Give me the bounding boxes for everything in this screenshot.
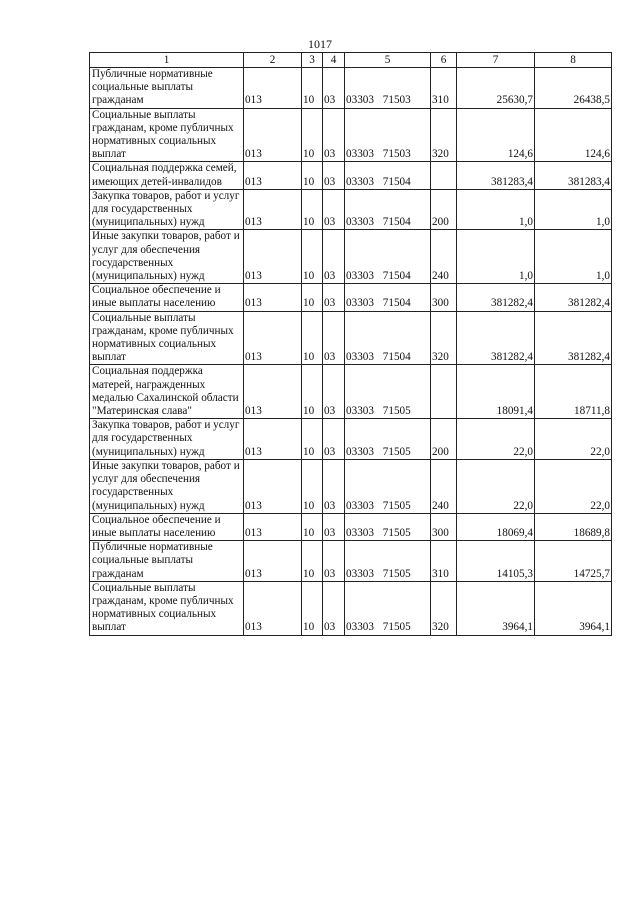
row-target-article-cell: 03303 71504 [345, 284, 431, 311]
table-header-row [90, 53, 612, 68]
row-amount-year1-cell: 124,6 [457, 108, 535, 162]
row-expense-type-cell: 200 [431, 189, 457, 230]
row-subsection-cell: 03 [323, 459, 345, 513]
row-target-article-cell: 03303 71504 [345, 230, 431, 284]
row-section-cell: 10 [302, 189, 323, 230]
row-amount-year2-cell: 381283,4 [535, 162, 612, 189]
row-name-cell: Публичные нормативные социальные выплаты гражданам [90, 68, 244, 109]
row-amount-year1-cell: 381283,4 [457, 162, 535, 189]
row-target-article-cell: 03303 71505 [345, 459, 431, 513]
row-amount-year2-cell: 18711,8 [535, 365, 612, 419]
header-cell: 3 [302, 53, 323, 68]
row-expense-type-cell: 240 [431, 459, 457, 513]
row-amount-year2-cell: 381282,4 [535, 284, 612, 311]
row-subsection-cell: 03 [323, 581, 345, 635]
row-target-article-cell: 03303 71503 [345, 68, 431, 109]
row-section-cell: 10 [302, 419, 323, 460]
row-section-cell: 10 [302, 581, 323, 635]
row-section-cell: 10 [302, 162, 323, 189]
row-amount-year2-cell: 18689,8 [535, 513, 612, 540]
row-grbs-cell: 013 [244, 541, 302, 582]
row-name-cell: Закупка товаров, работ и услуг для государственных (муниципальных) нужд [90, 419, 244, 460]
header-cell: 2 [244, 53, 302, 68]
table-row [90, 419, 612, 460]
row-name-cell: Иные закупки товаров, работ и услуг для обеспечения государственных (муниципальных) нужд [90, 230, 244, 284]
row-grbs-cell: 013 [244, 230, 302, 284]
row-amount-year1-cell: 18069,4 [457, 513, 535, 540]
table-row [90, 108, 612, 162]
row-amount-year2-cell: 124,6 [535, 108, 612, 162]
row-target-article-cell: 03303 71503 [345, 108, 431, 162]
row-grbs-cell: 013 [244, 108, 302, 162]
row-subsection-cell: 03 [323, 189, 345, 230]
row-name-cell: Иные закупки товаров, работ и услуг для обеспечения государственных (муниципальных) нужд [90, 459, 244, 513]
row-name-cell: Социальные выплаты гражданам, кроме публичных нормативных социальных выплат [90, 311, 244, 365]
row-amount-year1-cell: 18091,4 [457, 365, 535, 419]
row-section-cell: 10 [302, 311, 323, 365]
table-row [90, 189, 612, 230]
row-expense-type-cell: 310 [431, 68, 457, 109]
row-target-article-cell: 03303 71505 [345, 419, 431, 460]
row-amount-year2-cell: 1,0 [535, 230, 612, 284]
row-amount-year2-cell: 14725,7 [535, 541, 612, 582]
row-target-article-cell: 03303 71504 [345, 162, 431, 189]
row-amount-year1-cell: 22,0 [457, 459, 535, 513]
row-target-article-cell: 03303 71505 [345, 513, 431, 540]
row-target-article-cell: 03303 71504 [345, 311, 431, 365]
row-expense-type-cell: 320 [431, 581, 457, 635]
row-section-cell: 10 [302, 108, 323, 162]
row-amount-year2-cell: 381282,4 [535, 311, 612, 365]
header-cell: 1 [90, 53, 244, 68]
row-section-cell: 10 [302, 365, 323, 419]
row-subsection-cell: 03 [323, 541, 345, 582]
row-name-cell: Закупка товаров, работ и услуг для государственных (муниципальных) нужд [90, 189, 244, 230]
table-row [90, 581, 612, 635]
row-name-cell: Социальные выплаты гражданам, кроме публичных нормативных социальных выплат [90, 581, 244, 635]
table-row [90, 230, 612, 284]
row-amount-year1-cell: 1,0 [457, 189, 535, 230]
table-row [90, 513, 612, 540]
budget-table [89, 52, 612, 636]
row-name-cell: Социальная поддержка семей, имеющих детей-инвалидов [90, 162, 244, 189]
row-amount-year1-cell: 381282,4 [457, 311, 535, 365]
row-amount-year2-cell: 26438,5 [535, 68, 612, 109]
row-grbs-cell: 013 [244, 581, 302, 635]
row-section-cell: 10 [302, 541, 323, 582]
row-expense-type-cell: 300 [431, 284, 457, 311]
table-row [90, 284, 612, 311]
row-grbs-cell: 013 [244, 189, 302, 230]
table-row [90, 162, 612, 189]
row-name-cell: Социальное обеспечение и иные выплаты населению [90, 284, 244, 311]
row-grbs-cell: 013 [244, 513, 302, 540]
row-name-cell: Социальная поддержка матерей, награжденных медалью Сахалинской области "Материнская слава" [90, 365, 244, 419]
row-name-cell: Социальное обеспечение и иные выплаты населению [90, 513, 244, 540]
row-target-article-cell: 03303 71505 [345, 581, 431, 635]
row-section-cell: 10 [302, 68, 323, 109]
row-subsection-cell: 03 [323, 230, 345, 284]
table-row [90, 365, 612, 419]
row-section-cell: 10 [302, 284, 323, 311]
row-subsection-cell: 03 [323, 513, 345, 540]
row-grbs-cell: 013 [244, 459, 302, 513]
row-expense-type-cell [431, 162, 457, 189]
row-subsection-cell: 03 [323, 365, 345, 419]
row-amount-year2-cell: 22,0 [535, 419, 612, 460]
row-grbs-cell: 013 [244, 68, 302, 109]
row-name-cell: Публичные нормативные социальные выплаты гражданам [90, 541, 244, 582]
row-section-cell: 10 [302, 230, 323, 284]
row-amount-year1-cell: 3964,1 [457, 581, 535, 635]
row-amount-year1-cell: 381282,4 [457, 284, 535, 311]
row-expense-type-cell: 200 [431, 419, 457, 460]
row-target-article-cell: 03303 71505 [345, 365, 431, 419]
row-expense-type-cell: 320 [431, 311, 457, 365]
row-grbs-cell: 013 [244, 284, 302, 311]
row-grbs-cell: 013 [244, 162, 302, 189]
row-expense-type-cell [431, 365, 457, 419]
row-name-cell: Социальные выплаты гражданам, кроме публичных нормативных социальных выплат [90, 108, 244, 162]
row-subsection-cell: 03 [323, 419, 345, 460]
row-section-cell: 10 [302, 459, 323, 513]
row-amount-year1-cell: 1,0 [457, 230, 535, 284]
row-target-article-cell: 03303 71505 [345, 541, 431, 582]
header-cell: 7 [457, 53, 535, 68]
table-row [90, 459, 612, 513]
row-subsection-cell: 03 [323, 162, 345, 189]
table-row [90, 68, 612, 109]
row-amount-year1-cell: 25630,7 [457, 68, 535, 109]
row-target-article-cell: 03303 71504 [345, 189, 431, 230]
header-cell: 4 [323, 53, 345, 68]
row-subsection-cell: 03 [323, 284, 345, 311]
row-grbs-cell: 013 [244, 419, 302, 460]
row-expense-type-cell: 320 [431, 108, 457, 162]
page-number: 1017 [308, 37, 332, 51]
row-grbs-cell: 013 [244, 311, 302, 365]
row-section-cell: 10 [302, 513, 323, 540]
row-subsection-cell: 03 [323, 68, 345, 109]
row-amount-year2-cell: 3964,1 [535, 581, 612, 635]
row-amount-year2-cell: 1,0 [535, 189, 612, 230]
table-row [90, 541, 612, 582]
row-amount-year1-cell: 14105,3 [457, 541, 535, 582]
row-grbs-cell: 013 [244, 365, 302, 419]
row-amount-year2-cell: 22,0 [535, 459, 612, 513]
row-expense-type-cell: 310 [431, 541, 457, 582]
row-amount-year1-cell: 22,0 [457, 419, 535, 460]
header-cell: 5 [345, 53, 431, 68]
row-expense-type-cell: 300 [431, 513, 457, 540]
header-cell: 8 [535, 53, 612, 68]
row-subsection-cell: 03 [323, 311, 345, 365]
row-subsection-cell: 03 [323, 108, 345, 162]
header-cell: 6 [431, 53, 457, 68]
table-row [90, 311, 612, 365]
row-expense-type-cell: 240 [431, 230, 457, 284]
